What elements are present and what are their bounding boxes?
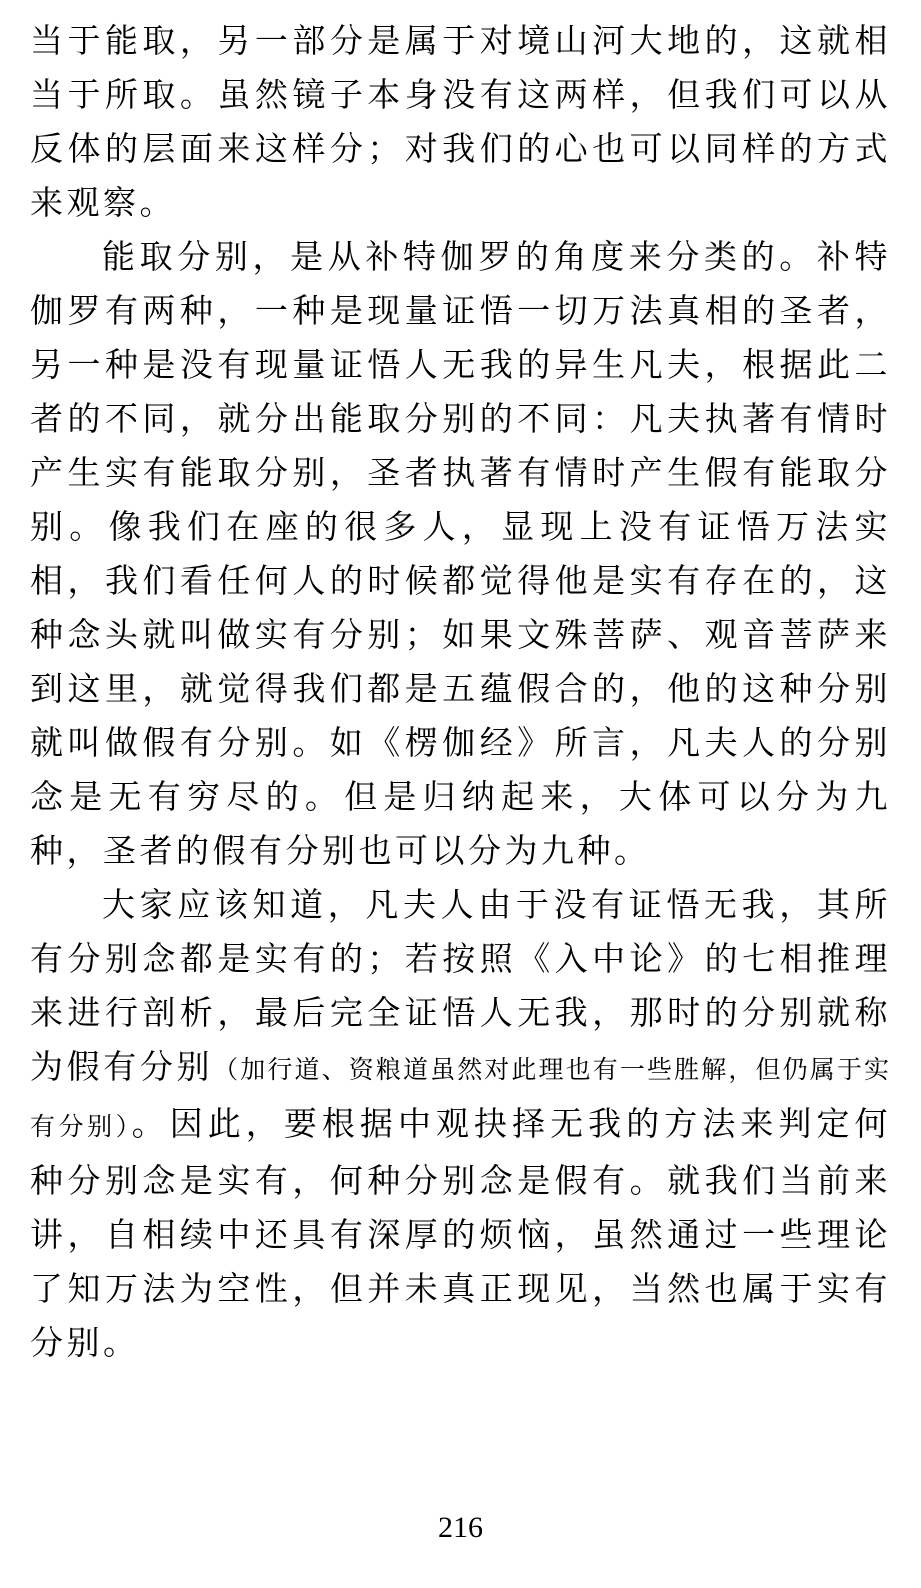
paragraph-real-vs-nominal xyxy=(30,878,891,1370)
parenthetical-note: （加行道、资粮道虽然对此理也有一些胜解，但仍属于实有分别） xyxy=(30,1055,891,1141)
paragraph-text-before-note: 大家应该知道，凡夫人由于没有证悟无我，其所有分别念都是实有的；若按照《入中论》的七相推理来进行剖析，最后完全证悟人无我，那时的分别就称为假有分别 xyxy=(30,885,891,1086)
paragraph-text-after-note: 。因此，要根据中观抉择无我的方法来判定何种分别念是实有，何种分别念是假有。就我们当前来讲，自相续中还具有深厚的烦恼，虽然通过一些理论了知万法为空性，但并未真正现见，当然也属于实有分别。 xyxy=(30,1104,891,1362)
paragraph-grasping-discrimination: 能取分别，是从补特伽罗的角度来分类的。补特伽罗有两种，一种是现量证悟一切万法真相的圣者，另一种是没有现量证悟人无我的异生凡夫，根据此二者的不同，就分出能取分别的不同：凡夫执著有情时产生实有能取分别，圣者执著有情时产生假有能取分别。像我们在座的很多人，显现上没有证悟万法实相，我们看任何人的时候都觉得他是实有存在的，这种念头就叫做实有分别；如果文殊菩萨、观音菩萨来到这里，就觉得我们都是五蕴假合的，他的这种分别就叫做假有分别。如《楞伽经》所言，凡夫人的分别念是无有穷尽的。但是归纳起来，大体可以分为九种，圣者的假有分别也可以分为九种。 xyxy=(30,237,891,870)
paragraph-continuation: 当于能取，另一部分是属于对境山河大地的，这就相当于所取。虽然镜子本身没有这两样，但我们可以从反体的层面来这样分；对我们的心也可以同样的方式来观察。 xyxy=(30,21,891,222)
page-body-text xyxy=(30,14,891,1370)
page-number: 216 xyxy=(438,1511,483,1544)
